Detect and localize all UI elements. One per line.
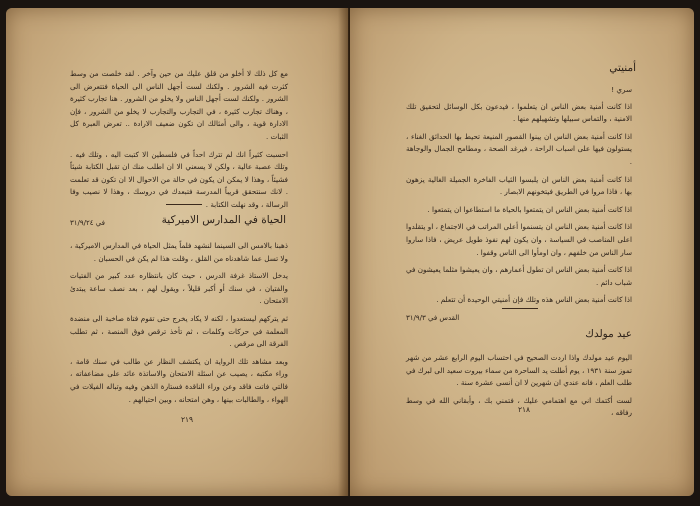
section-divider — [502, 308, 538, 309]
page-heading: أمنيتي — [609, 62, 636, 74]
open-book — [4, 2, 696, 502]
section-divider — [166, 204, 202, 205]
paragraph: ذهبنا بالامس الى السينما لنشهد فلماً يمثل الحياة في المدارس الاميركية ، ولا تسل عما شاهدناه من القلق ، وقلت هذا لم يكن في الحسبان . — [70, 241, 288, 263]
left-page — [6, 8, 348, 496]
paragraph: اليوم عيد مولدك واذا اردت الصحيح في احتساب اليوم الرابع عشر من شهر تموز سنة ١٩٣١ ، يوم أطلت يد الساحرة من سماء بيروت سعيد الى لبرك في طلب العلم ، فانه عندي ان شهرين لا ان أنسى عشرة سنة . — [406, 353, 632, 388]
right-top-text — [406, 84, 632, 325]
salutation: سري ! — [611, 85, 632, 94]
paragraph: اذا كانت أمنية بعض الناس ان يلبسوا الثياب الفاخرة الجميلة الغالية يزهون بها ، فاذا مروا في الطريق فيتخونهم الابصار . — [406, 174, 632, 197]
date-line: القدس في ٣١/٩/٣ — [406, 313, 460, 322]
paragraph: اذا كانت أمنية بعض الناس ان يبنوا القصور المنيعة تحيط بها الحدائق الغناء ، يستولون فيها على اسباب الراحة ، فيرغد الصحة ، ومطامح الجمال والوجاهة . — [406, 131, 632, 166]
paragraph: اذا كانت أمنية بعض الناس ان تطول أعمارهم ، وان يعيشوا مثلما يعيشون في شباب دائم . — [405, 265, 632, 287]
paragraph: ثم يتركهم ليستعدوا ، لكنه لا يكاد يخرج حتى تقوم فتاة صاخبة الى منضدة المعلمة في حركات وكلمات ، ثم تأخذ ترقص فوق المنصة ، ثم تطلب الفرقة الى مرقص . — [70, 313, 288, 349]
paragraph: وبعد مشاهد تلك الرواية ان يكتشف النظار عن طالب في سنك قامة ، وراء مكتبه ، يصيب عن اسئلة الامتحان والاساتذة عائد على مضاعفاته ، فالتي فاتت فاقد وعن وراء الناقدة فستارة الذهن وفيه وتباله الفيلات في الهواء ، والطالبات بينها ، وهن امتحانه ، وبين احتيالهم . — [70, 356, 288, 404]
paragraph: اذا كانت أمنية بعض الناس ان يتسنموا أعلى المراتب في الاجتماع ، او يتقلدوا اعلى المناصب في السياسة ، وان يكون لهم نفوذ طويل عريض ، فاذا ساروا سار الناس من خلفهم ، وان اومأوا الى الناس وقفوا . — [406, 222, 632, 257]
date-line: في ٣١/٩/٢٤ — [70, 218, 105, 227]
paragraph: مع كل ذلك لا أخلو من قلق عليك من حين وآخر . لقد خلصت من وسط كثرت فيه الشرور . ولكنك لست أجهل الناس الى الحياة فتتعرض الى الشرور . ولكنك لست أجهل الناس ولا يخلو من الشرور . هنا تجارب كثيرة ، وهناك تجارب كثيرة ، في التجارب والتجارب لا يخلو من الشرور ، فإن الادارة قوية ، والى أمثالك ان تكون ضعيف الارادة .. تعرض العبرة كل الثبات . — [70, 69, 288, 141]
section-heading: الحياة في المدارس الاميركية — [161, 214, 286, 226]
right-page — [350, 8, 694, 496]
page-number: ٢١٨ — [518, 405, 531, 414]
paragraph: احسبت كثيراً انك لم تترك احداً في فلسطين الا كتبت اليه ، وتلك فيه . وتلك عصبة عالية ، ولكن لا يسعني الا ان اطلب منك ان تقبل الكتابة شيئاً فشيئاً ، وهذا لا يمكن ان يكون في حالة من الاحوال الا ان تكون قد تعلمت . لانك سنتحقق قريباً المدرسة فتبعدك في دروسك ، وهذا لا نصيب وفا الرسالة ، وقد نهلت الكتابة . — [70, 149, 288, 209]
section-heading: عيد مولدك — [585, 328, 632, 340]
paragraph: اذا كانت أمنية بعض الناس ان يتمتعوا بالحياة ما استطاعوا ان يتمتعوا . — [427, 204, 632, 214]
paragraph: يدخل الاستاذ غرفة الدرس ، حيث كان بانتظاره عدد كبير من الفتيات والفتيان ، في سنك أو أكبر قليلاً ، ويقول لهم ، بعد نصف ساعة يبتدئ الامتحان . — [70, 271, 288, 306]
paragraph: اذا كانت أمنية بعض الناس ان يتعلموا ، فيدعون بكل الوسائل لتحقيق تلك الامنية ، والتماس سبيلها وتشهيلهم منها . — [406, 101, 632, 124]
left-bottom-text — [70, 240, 288, 411]
paragraph: اذا كانت أمنية بعض الناس هذه وتلك فإن أمنيتي الوحيدة أن تتعلم . — [436, 295, 632, 305]
page-number: ٢١٩ — [181, 415, 194, 424]
paragraph: لست أكتمك اني مع اهتمامي عليك ، فتمني بك ، وأبقاني الله في وسط رفاقه ، — [406, 395, 632, 418]
